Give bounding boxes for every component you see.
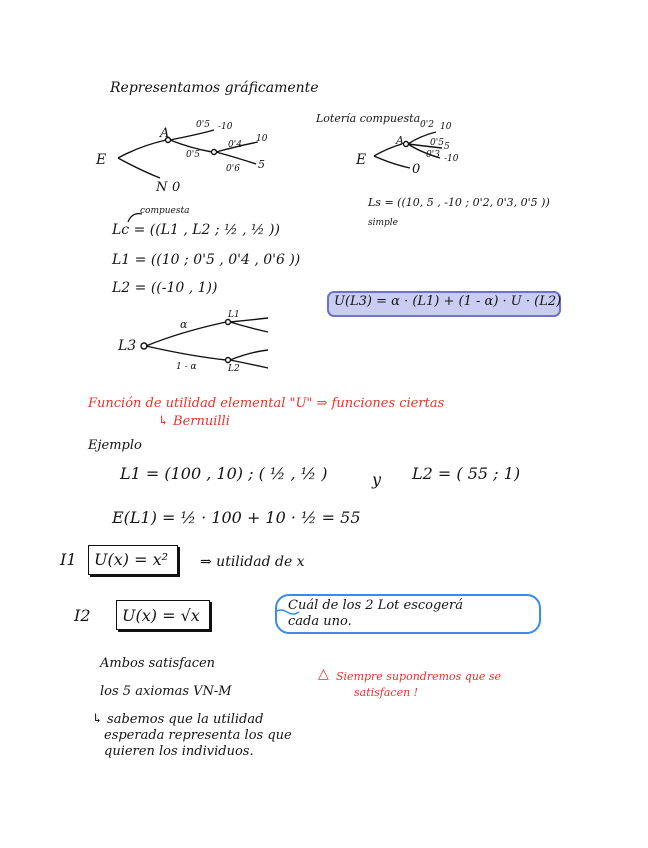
- red-note-bernuilli: ↳ Bernuilli: [158, 414, 230, 429]
- tree1-value-mid: 10: [256, 134, 268, 144]
- tree1-node-a: A: [160, 126, 170, 141]
- tree2-label: Lotería compuesta: [316, 112, 421, 125]
- tree2-node-a: A: [396, 134, 404, 147]
- page-title: Representamos gráficamente: [110, 80, 319, 96]
- tree1-prob-upper: 0'5: [196, 120, 210, 130]
- tree1-branch-n: [118, 158, 160, 178]
- warning-icon: △: [318, 666, 329, 682]
- tree2-p1: 0'2: [420, 120, 434, 130]
- sabemos-line-3: quieren los individuos.: [104, 744, 254, 759]
- i1-function: U(x) = x²: [94, 550, 169, 569]
- tree2-v3: -10: [444, 154, 459, 164]
- sabemos-line-2: esperada representa los que: [104, 728, 292, 743]
- example-l1: L1 = (100 , 10) ; ( ½ , ½ ): [120, 464, 328, 483]
- tree1-value-lower: 5: [258, 158, 265, 171]
- i2-function: U(x) = √x: [122, 606, 200, 625]
- question-line-2: cada uno.: [288, 614, 352, 629]
- tree2-bottom-value: 0: [412, 162, 421, 177]
- tree1-branch-a: [118, 140, 166, 158]
- tree3-branch-lower: [146, 346, 226, 360]
- red-note-utility: Función de utilidad elemental "U" ⇒ funciones ciertas: [88, 396, 445, 411]
- ambos-line: Ambos satisfacen: [100, 656, 216, 671]
- tree1-n-value: 0: [172, 180, 181, 195]
- warning-line-1: Siempre supondremos que se: [336, 670, 502, 683]
- i1-label: I1: [60, 550, 77, 569]
- tree1-branch-upper: [170, 130, 214, 140]
- example-expected-value: E(L1) = ½ · 100 + 10 · ½ = 55: [112, 508, 361, 527]
- question-line-1: Cuál de los 2 Lot escogerá: [288, 598, 463, 613]
- tree2-p3: 0'3: [426, 150, 440, 160]
- simple-label: simple: [368, 218, 398, 228]
- equation-l1: L1 = ((10 ; 0'5 , 0'4 , 0'6 )): [112, 252, 301, 268]
- tree1-value-upper: -10: [218, 122, 233, 132]
- tree2-p2: 0'5: [430, 138, 444, 148]
- tree3-p-upper: α: [180, 318, 188, 331]
- tree1-prob-lower-left: 0'5: [186, 150, 200, 160]
- equation-l2: L2 = ((-10 , 1)): [112, 280, 218, 296]
- tree1-prob-lower: 0'6: [226, 164, 240, 174]
- tree3-p-lower: 1 - α: [176, 362, 197, 372]
- tree3-leaf-lower: L2: [228, 364, 240, 374]
- i1-description: ⇒ utilidad de x: [200, 554, 305, 570]
- tree1-node-n: N: [156, 180, 168, 195]
- equation-ls: Ls = ((10, 5 , -10 ; 0'2, 0'3, 0'5 )): [368, 196, 550, 209]
- tree2-v2: 5: [444, 142, 450, 152]
- i2-label: I2: [74, 606, 91, 625]
- warning-line-2: satisfacen !: [354, 686, 419, 699]
- equation-lc: Lc = ((L1 , L2 ; ½ , ½ )): [112, 222, 280, 238]
- tree1-branch-5: [216, 152, 256, 164]
- tree1-root: E: [96, 152, 107, 168]
- tree2-root: E: [356, 152, 367, 168]
- tree3-root: L3: [118, 338, 137, 354]
- sabemos-line-1: ↳ sabemos que la utilidad: [92, 712, 264, 727]
- axiomas-line: los 5 axiomas VN-M: [100, 684, 232, 699]
- example-y: y: [372, 470, 382, 489]
- example-l2: L2 = ( 55 ; 1): [412, 464, 521, 483]
- tree3-leaf-upper: L1: [228, 310, 240, 320]
- example-heading: Ejemplo: [88, 438, 142, 453]
- tree1-prob-mid: 0'4: [228, 140, 242, 150]
- compuesta-label: compuesta: [140, 206, 190, 216]
- tree2-v1: 10: [440, 122, 452, 132]
- utility-equation: U(L3) = α · (L1) + (1 - α) · U · (L2): [334, 294, 562, 309]
